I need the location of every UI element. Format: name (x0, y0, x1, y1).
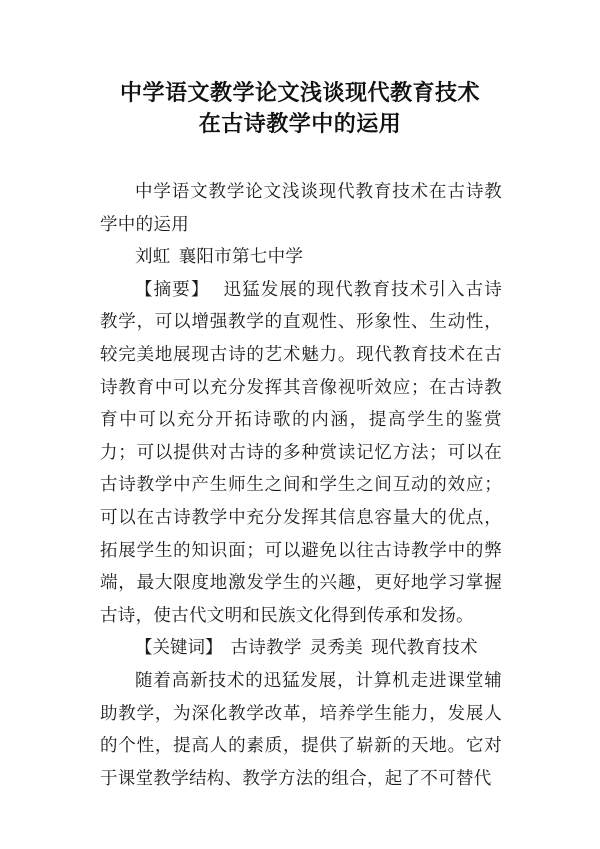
keywords-label: 【关键词】 (135, 638, 223, 659)
author-name: 刘虹 (135, 247, 171, 268)
title-line-1: 中学语文教学论文浅谈现代教育技术 (119, 81, 480, 106)
document-body (100, 176, 502, 795)
body-paragraph: 随着高新技术的迅猛发展，计算机走进课堂辅助教学，为深化教学改革，培养学生能力，发展人的个性，提高人的素质，提供了崭新的天地。它对于课堂教学结构、教学方法的组合，起了不可替代 (100, 670, 502, 789)
author-line (100, 241, 502, 274)
keyword-item: 现代教育技术 (371, 638, 478, 659)
abstract-label: 【摘要】 (135, 279, 210, 300)
keywords (100, 632, 502, 665)
keyword-item: 古诗教学 (230, 638, 302, 659)
keyword-item: 灵秀美 (309, 638, 364, 659)
author-affiliation: 襄阳市第七中学 (178, 247, 304, 268)
title-line-2: 在古诗教学中的运用 (198, 112, 402, 137)
abstract (100, 274, 502, 633)
subtitle: 中学语文教学论文浅谈现代教育技术在古诗教学中的运用 (100, 182, 502, 235)
abstract-text: 迅猛发展的现代教育技术引入古诗教学，可以增强教学的直观性、形象性、生动性，较完美地展现古诗的艺术魅力。现代教育技术在古诗教育中可以充分发挥其音像视听效应；在古诗教育中可以充分开拓诗歌的内涵，提高学生的鉴赏力；可以提供对古诗的多种赏读记忆方法；可以在古诗教学中产生师生之间和学生之间互动的效应；可以在古诗教学中充分发挥其信息容量大的优点，拓展学生的知识面；可以避免以往古诗教学中的弊端，最大限度地激发学生的兴趣，更好地学习掌握古诗，使古代文明和民族文化得到传承和发扬。 (100, 279, 503, 626)
